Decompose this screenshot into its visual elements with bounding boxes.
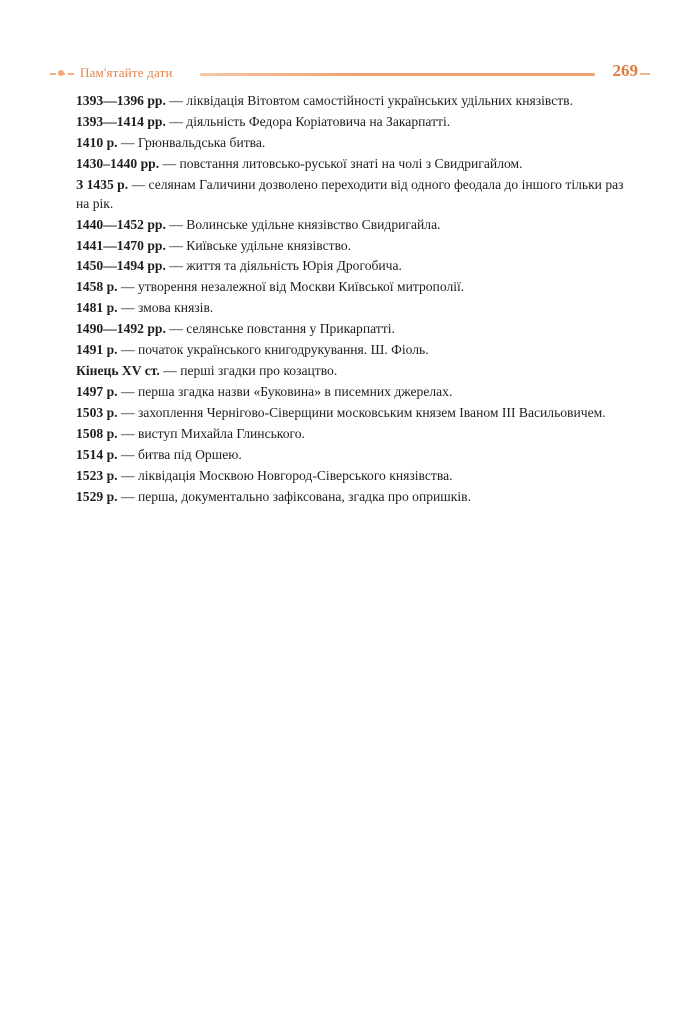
- entry-text: — ліквідація Вітовтом самостійності українських удільних князівств.: [165, 93, 573, 108]
- date-entry: [76, 216, 640, 235]
- entry-date: 1481 р.: [76, 300, 118, 316]
- entry-text: — перша, документально зафіксована, згадка про опришків.: [117, 489, 471, 505]
- entry-date: 1430–1440 рр.: [76, 155, 160, 171]
- date-entry: [76, 176, 640, 213]
- entry-date: 1508 р.: [76, 426, 118, 442]
- section-title: Пам'ятайте дати: [80, 65, 173, 80]
- date-entry: [76, 257, 640, 276]
- entry-text: — битва під Оршею.: [117, 447, 242, 463]
- entry-date: 1458 р.: [76, 279, 118, 295]
- entry-text: — захоплення Чернігово-Сіверщини московським князем Іваном III Васильовичем.: [117, 405, 606, 421]
- entry-date: 1503 р.: [76, 405, 118, 421]
- entry-date: 1441—1470 рр.: [76, 237, 166, 253]
- entry-date: 1450—1494 рр.: [76, 258, 166, 274]
- date-entry: [76, 425, 640, 444]
- entry-date: Кінець XV ст.: [76, 363, 160, 379]
- entry-text: — Київське удільне князівство.: [165, 237, 352, 253]
- date-entry: [76, 362, 640, 381]
- date-entry: [76, 341, 640, 360]
- date-entry: [76, 467, 640, 486]
- date-entry: [76, 320, 640, 339]
- page-header: [50, 60, 650, 88]
- entry-text: — перша згадка назви «Буковина» в писемних джерелах.: [117, 384, 453, 400]
- page-number: 269: [612, 61, 638, 80]
- date-entry: [76, 299, 640, 318]
- entry-date: 1514 р.: [76, 447, 118, 463]
- entry-date: 1490—1492 рр.: [76, 321, 166, 337]
- entry-date: 1523 р.: [76, 468, 118, 484]
- entry-text: — Грюнвальдська битва.: [117, 134, 266, 150]
- entry-date: 1497 р.: [76, 384, 118, 400]
- date-entry: [76, 155, 640, 174]
- date-entry: [76, 92, 640, 111]
- entry-text: — селянам Галичини дозволено переходити від одного феодала до іншого тільки раз на рік.: [76, 176, 624, 211]
- date-entry: [76, 134, 640, 153]
- entry-text: — змова князів.: [117, 300, 214, 316]
- entry-text: — початок українського книгодрукування. Ш. Фіоль.: [117, 342, 429, 358]
- date-entry: [76, 404, 640, 423]
- entry-date: 1440—1452 рр.: [76, 216, 166, 232]
- entry-date: З 1435 р.: [76, 176, 129, 192]
- date-entry: [76, 237, 640, 256]
- entry-text: — Волинське удільне князівство Свидригайла.: [165, 216, 441, 232]
- date-entry: [76, 383, 640, 402]
- entry-text: — повстання литовсько-руської знаті на чолі з Свидригайлом.: [159, 155, 523, 171]
- entry-date: 1393—1414 рр.: [76, 113, 166, 129]
- entry-date: 1393—1396 рр.: [76, 93, 166, 108]
- dates-list: [76, 92, 640, 509]
- entry-date: 1529 р.: [76, 489, 118, 505]
- date-entry: [76, 446, 640, 465]
- entry-text: — селянське повстання у Прикарпатті.: [165, 321, 395, 337]
- date-entry: [76, 113, 640, 132]
- entry-text: — життя та діяльність Юрія Дрогобича.: [165, 258, 402, 274]
- header-right-ornament: [640, 73, 650, 75]
- header-dot-ornament: [58, 70, 64, 76]
- entry-text: — ліквідація Москвою Новгород-Сіверського князівства.: [117, 468, 453, 484]
- entry-date: 1410 р.: [76, 134, 118, 150]
- entry-text: — виступ Михайла Глинського.: [117, 426, 305, 442]
- entry-text: — діяльність Федора Коріатовича на Закарпатті.: [165, 113, 451, 129]
- entry-text: — утворення незалежної від Москви Київської митрополії.: [117, 279, 465, 295]
- header-rule: [200, 73, 595, 76]
- date-entry: [76, 488, 640, 507]
- entry-text: — перші згадки про козацтво.: [159, 363, 338, 379]
- date-entry: [76, 278, 640, 297]
- entry-date: 1491 р.: [76, 342, 118, 358]
